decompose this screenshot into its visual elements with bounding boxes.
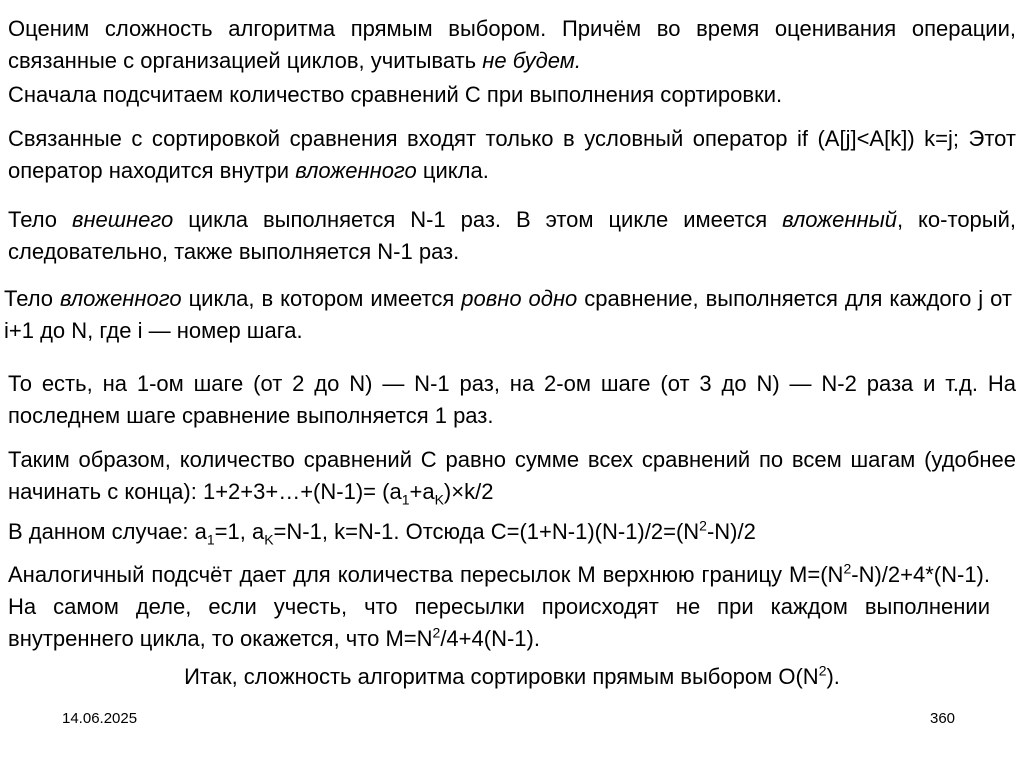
page-number: 360 [930,710,956,727]
paragraph-conclusion: Итак, сложность алгоритма сортировки прямым выбором $O(N^2)$. [184,662,840,689]
paragraph-comparison: Связанные с сортировкой сравнения входят только в условный оператор if (A[j]<A[k]) k=j; Этот оператор находится внутри вложенного цикла. [8,126,1016,183]
paragraph-sum: Таким образом, количество сравнений С равно сумме всех сравнений по всем шагам (удобнее начинать с конца): 1+2+3+…+(N-1)= $(a_1+a_K)\times k/2$ [8,447,1016,508]
paragraph-steps: То есть, на 1-ом шаге (от 2 до N) — N-1 раз, на 2-ом шаге (от 3 до N) — N-2 раза и т.д. На последнем шаге сравнение выполняется 1 раз. [8,371,1016,428]
footer-date: 14.06.2025 [62,710,138,727]
paragraph-moves: Аналогичный подсчёт дает для количества пересылок М верхнюю границу $M=(N^2-N)/2+4*(N-1)$. На самом деле, если учесть, что пересылки происходят не при каждом выполнении внутреннего цикла, то окажется, что $M=N^2/4+4(N-1)$. [8,560,990,651]
paragraph-first-count: Сначала подсчитаем количество сравнений С при выполнения сортировки. [8,82,783,107]
paragraph-outer-loop: Тело внешнего цикла выполняется N-1 раз. В этом цикле имеется вложенный, ко-торый, следовательно, также выполняется N-1 раз. [8,207,1016,264]
paragraph-intro: Оценим сложность алгоритма прямым выбором. Причём во время оценивания операции, связанные с организацией циклов, учитывать не будем. [8,16,1016,73]
paragraph-case: В данном случае: $a_1=1$, $a_K=N-1$, k=N-1. Отсюда $C=(1+N-1)(N-1)/2=(N^2-N)/2$ [8,517,756,548]
paragraph-inner-loop: Тело вложенного цикла, в котором имеется ровно одно сравнение, выполняется для каждого j от i+1 до N, где i — номер шага. [4,286,1012,343]
